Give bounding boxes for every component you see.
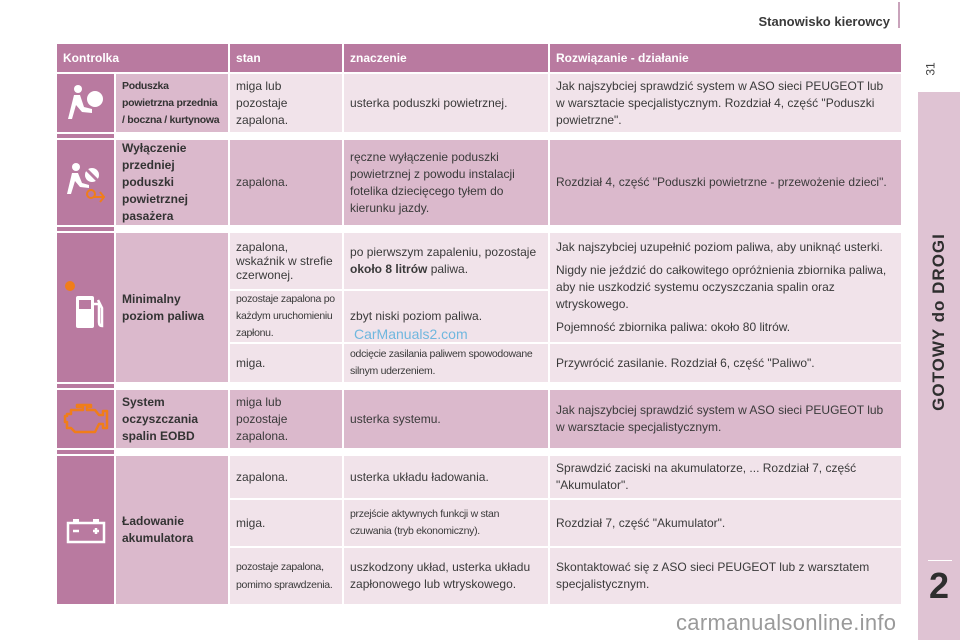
row-icon-cell (57, 74, 116, 134)
row-state: miga. (230, 500, 344, 548)
row-meaning: przejście aktywnych funkcji w stan czuwania (tryb ekonomiczny). (344, 500, 550, 548)
header-rule (898, 2, 900, 28)
row-name: Ładowanie akumulatora (116, 456, 230, 606)
row-icon-cell (57, 140, 116, 227)
row-meaning: zbyt niski poziom paliwa. (344, 291, 550, 344)
row-name: Minimalny poziom paliwa (116, 233, 230, 384)
battery-icon (57, 515, 114, 545)
table-row (57, 233, 903, 291)
row-meaning: usterka układu ładowania. (344, 456, 550, 500)
row-meaning: odcięcie zasilania paliwem spowodowane silnym uderzeniem. (344, 344, 550, 384)
row-icon-cell (57, 456, 116, 606)
row-state: miga lub pozostaje zapalona. (230, 74, 344, 134)
row-meaning: ręczne wyłączenie poduszki powietrznej z powodu instalacji fotelika dziecięcego tyłem do kierunku jazdy. (344, 140, 550, 227)
row-meaning: po pierwszym zapaleniu, pozostaje około 8 litrów paliwa. (344, 233, 550, 291)
row-name: System oczyszczania spalin EOBD (116, 390, 230, 450)
row-state: miga. (230, 344, 344, 384)
table-row (57, 74, 903, 134)
chapter-title: GOTOWY do DROGI (929, 233, 948, 411)
row-state: pozostaje zapalona po każdym uruchomieniu zapłonu. (230, 291, 344, 344)
row-action: Skontaktować się z ASO sieci PEUGEOT lub z warsztatem specjalistycznym. (550, 548, 903, 606)
footer-watermark: carmanualsonline.info (676, 610, 897, 635)
row-state: miga lub pozostaje zapalona. (230, 390, 344, 450)
engine-check-icon (57, 402, 114, 436)
page-number: 31 (923, 62, 938, 76)
row-name: Wyłączenie przedniej poduszki powietrznej pasażera (116, 140, 230, 227)
chapter-divider (928, 560, 952, 561)
row-action: Przywrócić zasilanie. Rozdział 6, część "Paliwo". (550, 344, 903, 384)
row-meaning: usterka poduszki powietrznej. (344, 74, 550, 134)
row-action: Jak najszybciej sprawdzić system w ASO sieci PEUGEOT lub w warsztacie specjalistycznym. (550, 390, 903, 450)
fuel-pump-icon (57, 278, 114, 338)
column-header-kontrolka: Kontrolka (57, 44, 230, 74)
chapter-number: 2 (928, 565, 950, 606)
row-action (550, 233, 903, 344)
table-row (57, 140, 903, 227)
row-meaning: usterka systemu. (344, 390, 550, 450)
row-state: zapalona. (230, 456, 344, 500)
row-action: Rozdział 4, część "Poduszki powietrzne - przewożenie dzieci". (550, 140, 903, 227)
row-action: Jak najszybciej sprawdzić system w ASO sieci PEUGEOT lub w warsztacie specjalistycznym. Rozdział 4, część "Poduszki powietrzne". (550, 74, 903, 134)
row-name: Poduszka powietrzna przednia / boczna / kurtynowa (116, 74, 230, 134)
row-icon-cell (57, 390, 116, 450)
airbag-warning-icon (57, 83, 114, 123)
column-header-rozwiazanie: Rozwiązanie - działanie (550, 44, 903, 74)
table-row (57, 390, 903, 450)
table-row (57, 456, 903, 500)
row-state: zapalona. (230, 140, 344, 227)
row-state: zapalona, wskaźnik w strefie czerwonej. (230, 233, 344, 291)
column-header-stan: stan (230, 44, 344, 74)
row-action: Sprawdzić zaciski na akumulatorze, ... Rozdział 7, część "Akumulator". (550, 456, 903, 500)
table-header-row (57, 44, 903, 74)
row-state: pozostaje zapalona, pomimo sprawdzenia. (230, 548, 344, 606)
page-header-title: Stanowisko kierowcy (758, 14, 890, 29)
action-paragraph: Pojemność zbiornika paliwa: około 80 litrów. (556, 320, 791, 334)
row-icon-cell (57, 233, 116, 384)
action-paragraph: Jak najszybciej uzupełnić poziom paliwa, aby uniknąć usterki. (556, 240, 883, 254)
overlay-watermark: CarManuals2.com (354, 326, 468, 342)
row-action: Rozdział 7, część "Akumulator". (550, 500, 903, 548)
warning-lights-table (57, 44, 903, 606)
row-meaning: uszkodzony układ, usterka układu zapłonowego lub wtryskowego. (344, 548, 550, 606)
passenger-airbag-off-icon (57, 161, 114, 205)
action-paragraph: Nigdy nie jeździć do całkowitego opróżnienia zbiornika paliwa, aby nie uszkodzić systemu oczyszczania spalin oraz wtryskowego. (556, 263, 887, 311)
column-header-znaczenie: znaczenie (344, 44, 550, 74)
